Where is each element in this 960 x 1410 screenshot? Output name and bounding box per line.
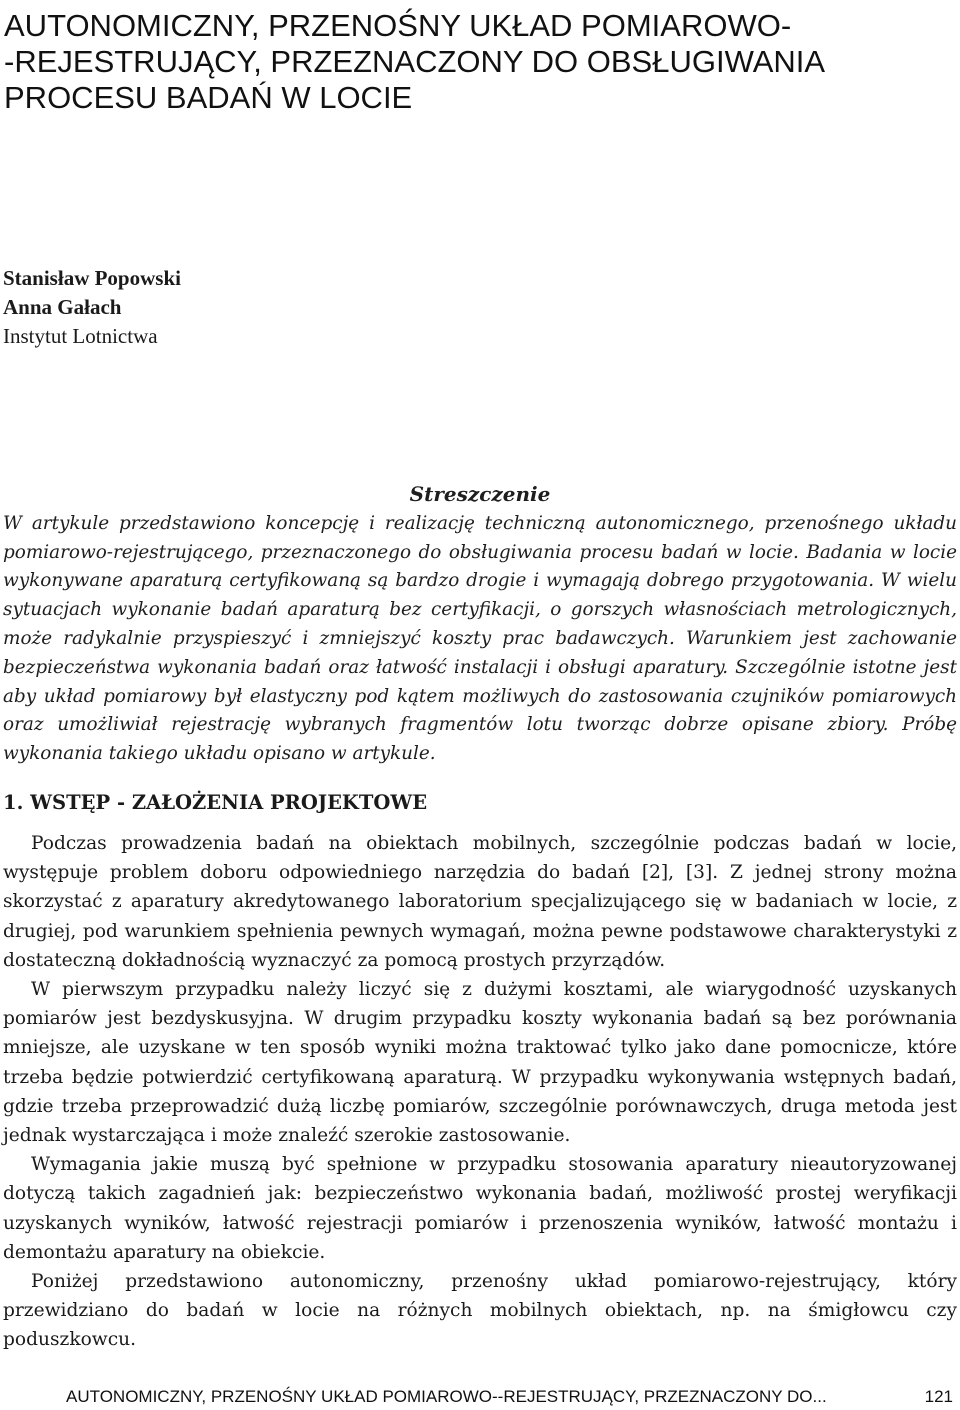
author-institution: Instytut Lotnictwa	[3, 324, 158, 348]
body-paragraph: W pierwszym przypadku należy liczyć się z dużymi kosztami, ale wiarygodność uzyskanych pomiarów jest bezdyskusyjna. W drugim przypadku koszty wykonania badań są bez porównania mniejsze, ale uzyskane w ten sposób wyniki można traktować tylko jako dane pomocnicze, które trzeba będzie potwierdzić certyfikowaną aparaturą. W przypadku wykonywania wstępnych badań, gdzie trzeba przeprowadzić dużą liczbę pomiarów, szczególnie porównawczych, druga metoda jest jednak wystarczająca i może znaleźć szerokie zastosowanie.	[3, 979, 957, 1147]
running-title: AUTONOMICZNY, PRZENOŚNY UKŁAD POMIAROWO--REJESTRUJĄCY, PRZEZNACZONY DO...	[66, 1387, 827, 1406]
body-paragraph: Podczas prowadzenia badań na obiektach mobilnych, szczególnie podczas badań w locie, występuje problem doboru odpowiedniego narzędzia do badań [2], [3]. Z jednej strony można skorzystać z aparatury akredytowanego laboratorium specjalizującego się w badaniach w locie, z drugiej, pod warunkiem spełnienia pewnych wymagań, można pewne podstawowe charakterystyki z dostateczną dokładnością wyznaczyć za pomocą prostych przyrządów.	[3, 833, 957, 971]
body-paragraph: Poniżej przedstawiono autonomiczny, przenośny układ pomiarowo-rejestrujący, który przewidziano do badań w locie na różnych mobilnych obiektach, np. na śmigłowcu czy poduszkowcu.	[3, 1271, 957, 1351]
abstract-text: W artykule przedstawiono koncepcję i realizację techniczną autonomicznego, przenośnego układu pomiarowo-rejestrującego, przeznaczonego do obsługiwania procesu badań w locie. Badania w locie wykonywane aparaturą certyfikowaną są bardzo drogie i wymagają dobrego przygotowania. W wielu sytuacjach wykonanie badań aparaturą bez certyfikacji, o gorszych własnościach metrologicznych, może radykalnie przyspieszyć i zmniejszyć koszty prac badawczych. Warunkiem jest zachowanie bezpieczeństwa wykonania badań oraz łatwość instalacji i obsługi aparatury. Szczególnie istotne jest aby układ pomiarowy był elastyczny pod kątem możliwych do zastosowania czujników pomiarowych oraz umożliwiał rejestrację wybranych fragmentów lotu tworząc dobrze opisane zbiory. Próbę wykonania takiego układu opisano w artykule.	[3, 512, 957, 765]
abstract-heading: Streszczenie	[409, 482, 551, 506]
page-footer	[0, 1384, 955, 1410]
author-block	[3, 264, 181, 351]
section-heading: 1. WSTĘP - ZAŁOŻENIA PROJEKTOWE	[3, 791, 428, 814]
section-body	[3, 829, 957, 1355]
article-title	[4, 8, 954, 116]
title-line: PROCESU BADAŃ W LOCIE	[4, 80, 413, 115]
body-paragraph: Wymagania jakie muszą być spełnione w przypadku stosowania aparatury nieautoryzowanej dotyczą takich zagadnień jak: bezpieczeństwo wykonania badań, możliwość prostej weryfikacji uzyskanych wyników, łatwość rejestracji pomiarów i przenoszenia wyników, łatwość montażu i demontażu aparatury na obiekcie.	[3, 1154, 957, 1263]
abstract	[3, 480, 957, 769]
author-name: Anna Gałach	[3, 295, 122, 319]
page-number: 121	[924, 1387, 953, 1406]
title-line: -REJESTRUJĄCY, PRZEZNACZONY DO OBSŁUGIWANIA	[4, 44, 826, 79]
author-name: Stanisław Popowski	[3, 266, 181, 290]
title-line: AUTONOMICZNY, PRZENOŚNY UKŁAD POMIAROWO-	[4, 8, 792, 43]
